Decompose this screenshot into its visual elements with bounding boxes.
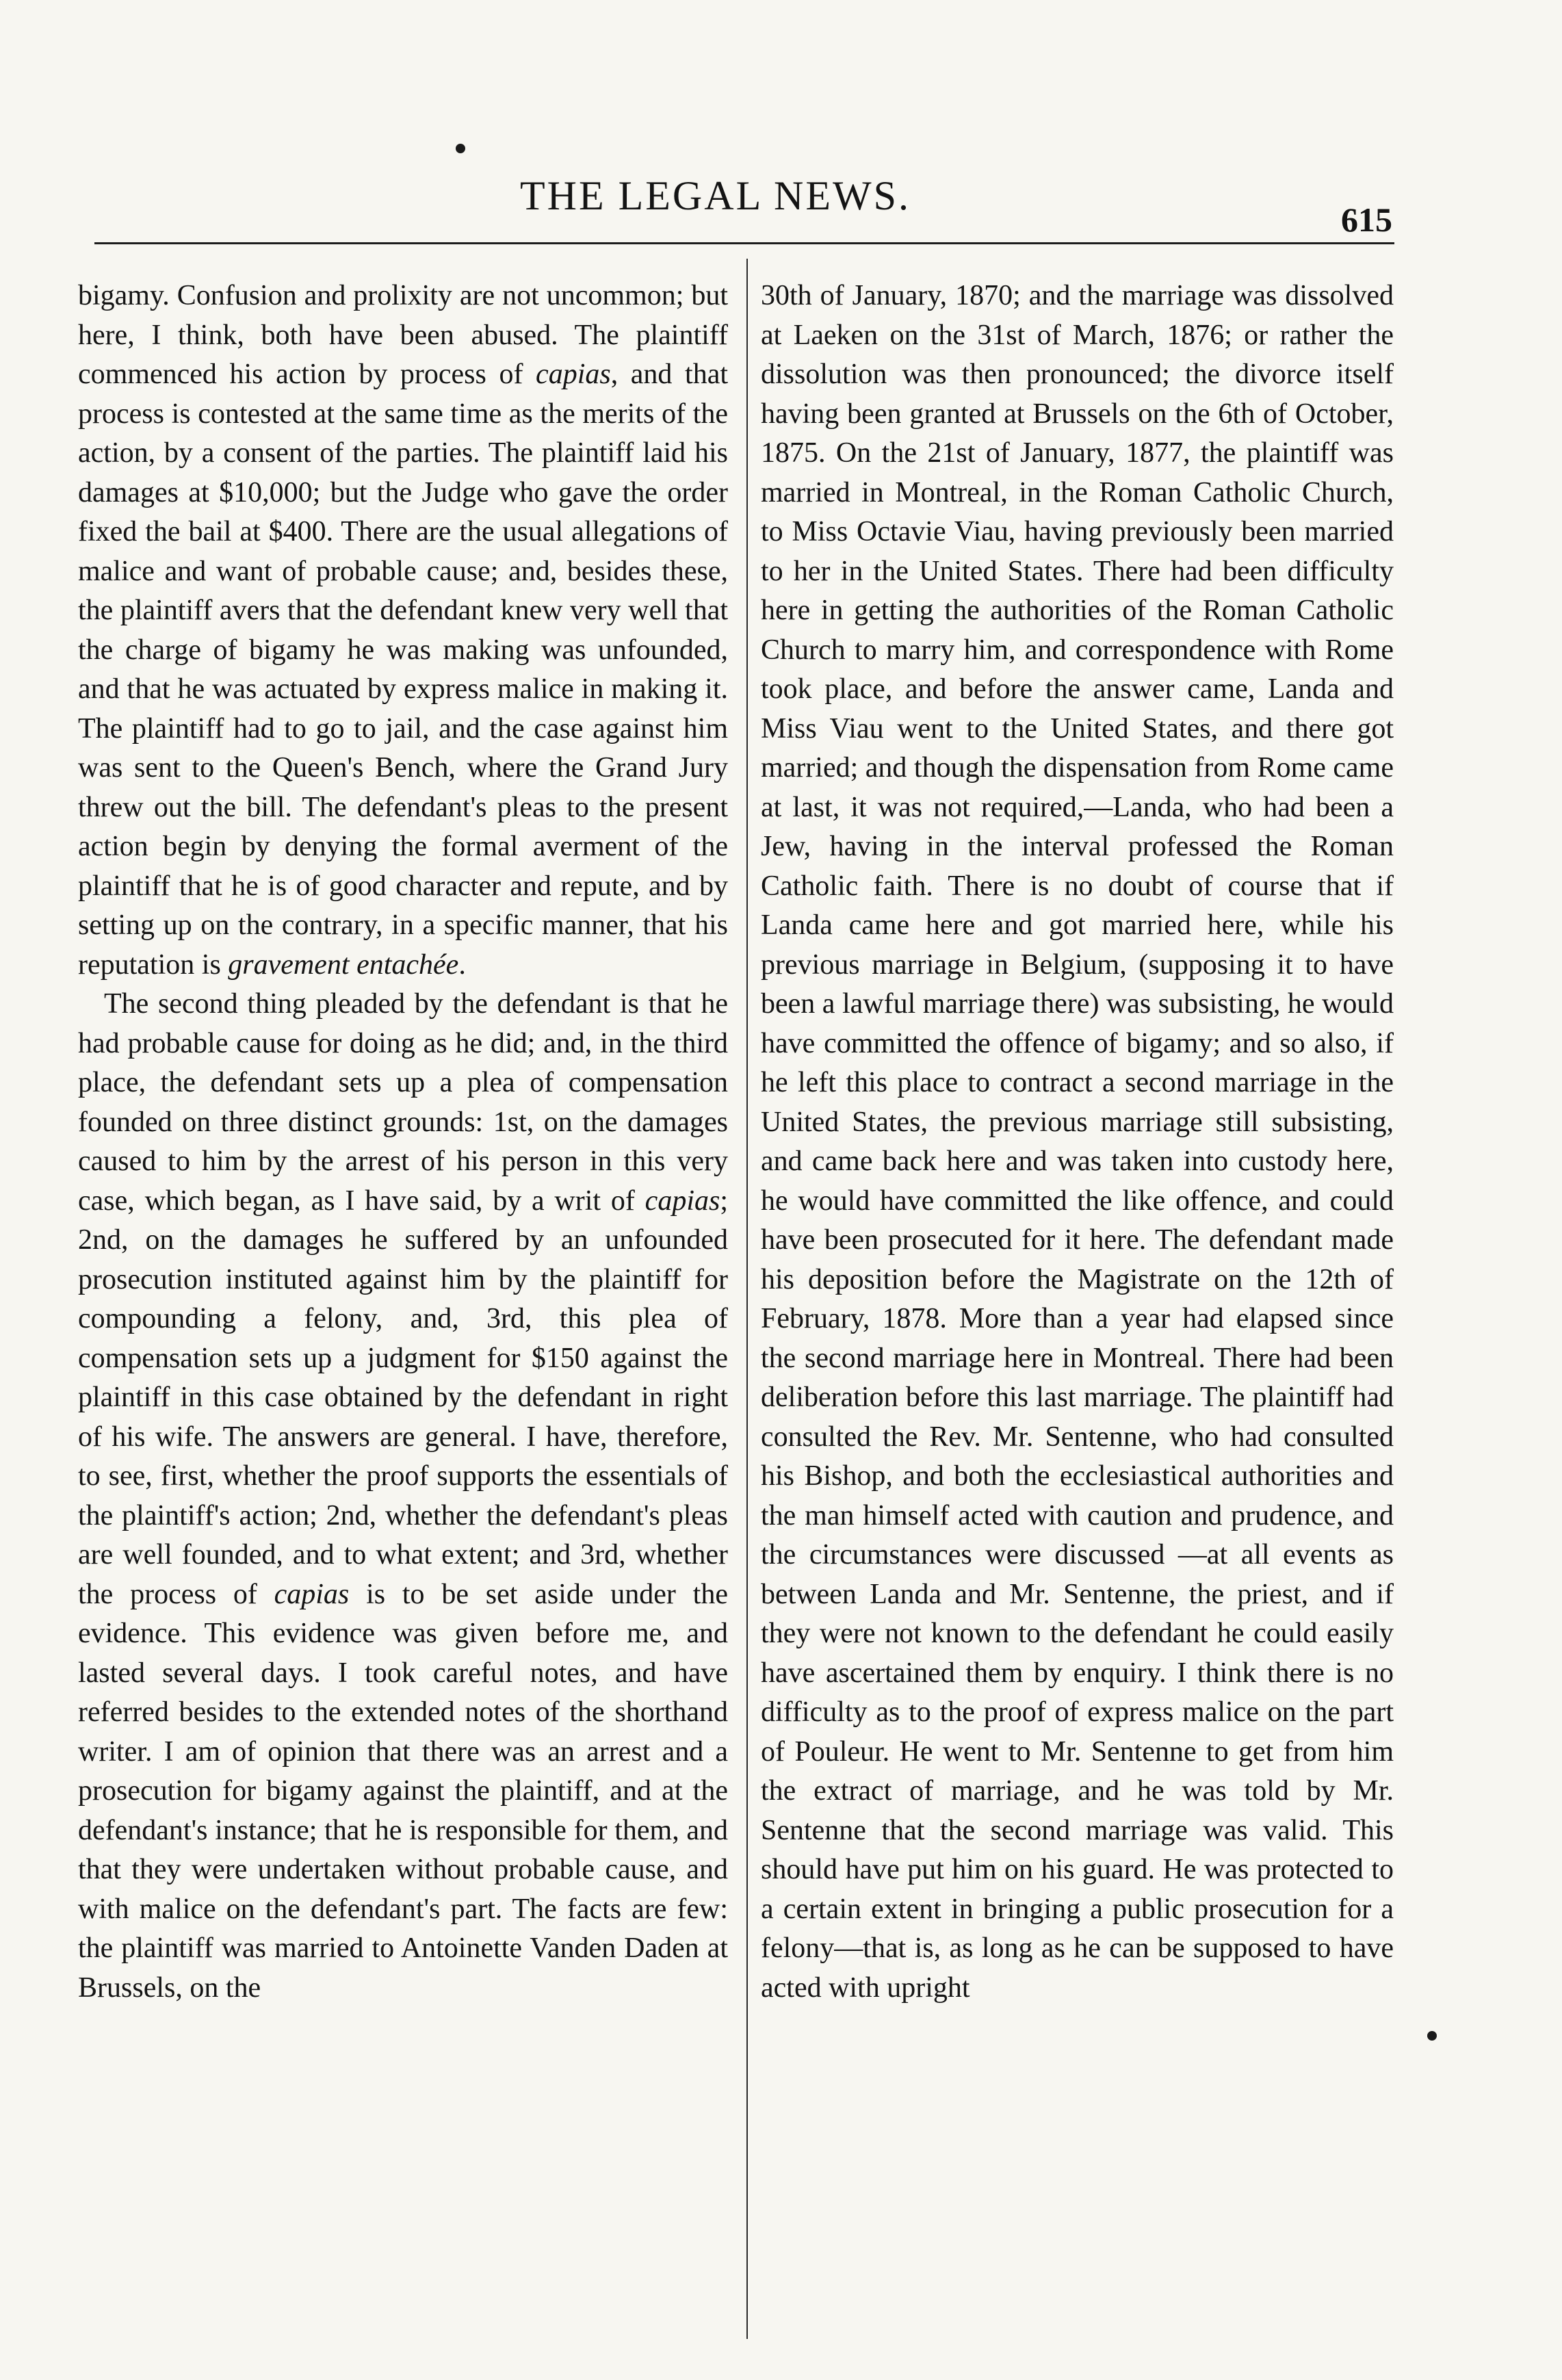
running-header: THE LEGAL NEWS.	[520, 173, 911, 218]
page-number: 615	[1341, 201, 1392, 239]
text-run: ; 2nd, on the damages he suffered by an unfounded prosecution instituted against him by the plaintiff for compounding a felony, and, 3rd, this plea of compensation sets up a judgment for $150 against the plaintiff in this case obtained by the defendant in right of his wife. The answers are general. I have, therefore, to see, first, whether the proof supports the essentials of the plaintiff's action; 2nd, whether the defendant's pleas are well founded, and to what extent; and 3rd, whether the process of	[78, 1185, 728, 1610]
ink-spot	[1427, 2031, 1437, 2041]
paragraph	[78, 276, 728, 985]
italic-term: capias	[536, 359, 611, 390]
ink-spot	[456, 144, 465, 153]
left-column	[78, 276, 728, 2008]
paragraph: 30th of January, 1870; and the marriage was dissolved at Laeken on the 31st of March, 1876; or rather the dissolution was then pronounced; the divorce itself having been granted at Brussels on the 6th of October, 1875. On the 21st of January, 1877, the plaintiff was married in Montreal, in the Roman Catholic Church, to Miss Octavie Viau, having previously been married to her in the United States. There had been difficulty here in getting the authorities of the Roman Catholic Church to marry him, and correspondence with Rome took place, and before the answer came, Landa and Miss Viau went to the United States, and there got married; and though the dispensation from Rome came at last, it was not required,—Landa, who had been a Jew, having in the interval professed the Roman Catholic faith. There is no doubt of course that if Landa came here and got married here, while his previous marriage in Belgium, (supposing it to have been a lawful marriage there) was subsisting, he would have committed the offence of bigamy; and so also, if he left this place to contract a second marriage in the United States, the previous marriage still subsisting, and came back here and was taken into custody here, he would have committed the like offence, and could have been prosecuted for it here. The defendant made his deposition before the Magistrate on the 12th of February, 1878. More than a year had elapsed since the second marriage here in Montreal. There had been deliberation before this last marriage. The plaintiff had consulted the Rev. Mr. Sentenne, who had consulted his Bishop, and both the ecclesiastical authorities and the man himself acted with caution and prudence, and the circumstances were discussed —at all events as between Landa and Mr. Sentenne, the priest, and if they were not known to the defendant he could easily have ascertained them by enquiry. I think there is no difficulty as to the proof of express malice on the part of Pouleur. He went to Mr. Sentenne to get from him the extract of marriage, and he was told by Mr. Sentenne that the second marriage was valid. This should have put him on his guard. He was protected to a certain extent in bringing a public prosecution for a felony—that is, as long as he can be supposed to have acted with upright	[761, 280, 1394, 2004]
text-run: , and that process is contested at the same time as the merits of the action, by a consent of the parties. The plaintiff laid his damages at $10,000; but the Judge who gave the order fixed the bail at $400. There are the usual allegations of malice and want of probable cause; and, besides these, the plaintiff avers that the defendant knew very well that the charge of bigamy he was making was unfounded, and that he was actuated by express malice in making it. The plaintiff had to go to jail, and the case against him was sent to the Queen's Bench, where the Grand Jury threw out the bill. The defendant's pleas to the present action begin by denying the formal averment of the plaintiff that he is of good character and repute, and by setting up on the contrary, in a specific manner, that his reputation is	[78, 359, 729, 981]
column-divider	[746, 259, 748, 2339]
text-run: .	[458, 948, 466, 981]
text-run: The second thing pleaded by the defendant is that he had probable cause for doing as he did; and, in the third place, the defendant sets up a plea of compensation founded on three distinct grounds: 1st, on the damages caused to him by the arrest of his person in this very case, which began, as I have said, by a writ of	[78, 988, 728, 1217]
header-rule	[94, 242, 1394, 244]
italic-term: capias	[274, 1578, 350, 1610]
right-column	[761, 276, 1394, 2008]
paragraph	[78, 985, 728, 2008]
text-run: bigamy. Confusion and prolixity are not uncommon; but here, I think, both have been abused. The plaintiff commenced his action by process of	[78, 280, 728, 390]
text-run: is to be set aside under the evidence. This evidence was given before me, and lasted several days. I took careful notes, and have referred besides to the extended notes of the shorthand writer. I am of opinion that there was an arrest and a prosecution for bigamy against the plaintiff, and at the defendant's instance; that he is responsible for them, and that they were undertaken without probable cause, and with malice on the defendant's part. The facts are few: the plaintiff was married to Antoinette Vanden Daden at Brussels, on the	[78, 1578, 728, 2004]
italic-term: gravement entachée	[228, 948, 459, 981]
italic-term: capias	[645, 1185, 720, 1217]
